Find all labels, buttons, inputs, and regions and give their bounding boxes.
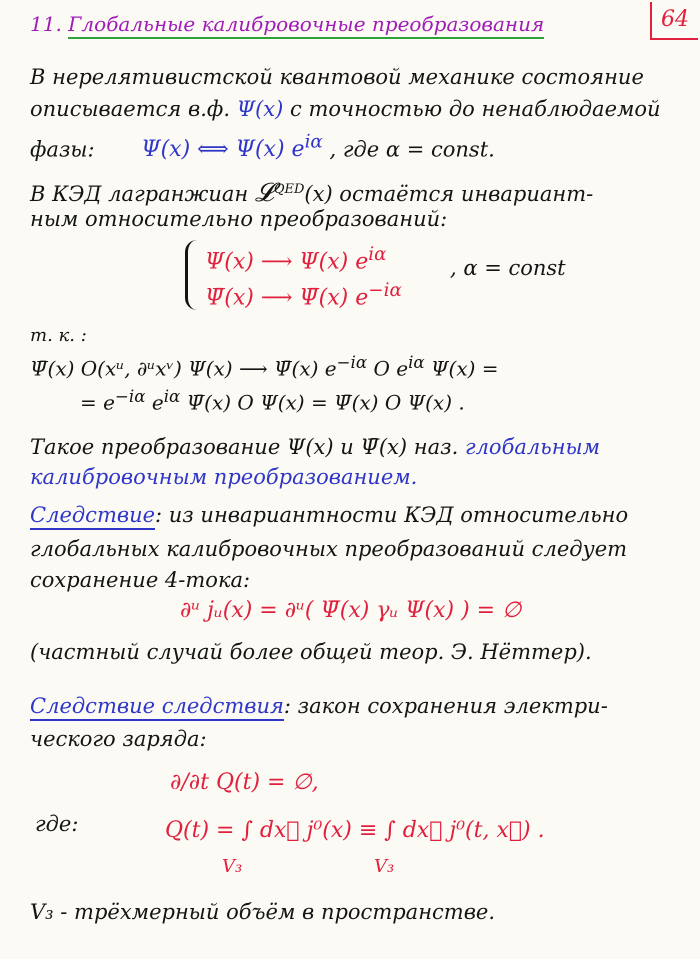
consequence-line-1 — [30, 503, 628, 527]
equation-text: = e — [80, 390, 115, 415]
intro-text: , где α = const. — [329, 137, 495, 162]
equation-sup: −iα — [114, 387, 146, 406]
current-conservation-equation: ∂ᵘ jᵤ(x) = ∂ᵘ( Ψ̄(x) γᵤ Ψ(x) ) = ∅ — [180, 598, 522, 623]
equation-sup: iα — [304, 132, 323, 153]
intro-line-1: В нерелятивистской квантовой механике состояние — [30, 65, 644, 89]
qed-line-2: ным относительно преобразований: — [30, 207, 448, 231]
equation-text: Ψ(x) ⟺ Ψ(x) e — [141, 137, 305, 163]
equation-sup: iα — [368, 244, 387, 265]
page-number: 64 — [650, 2, 698, 40]
intro-line-3 — [30, 132, 495, 162]
system-brace — [185, 240, 202, 310]
consequence-text: : из инвариантности КЭД относительно — [155, 503, 629, 527]
equation-text: Ψ̄(x) O(xᵘ, ∂ᵘxᵛ) Ψ(x) ⟶ Ψ̄(x) e — [30, 356, 337, 381]
transform-psi — [205, 244, 387, 274]
proof-line-1 — [30, 353, 499, 381]
equation-sup: iα — [163, 387, 181, 406]
proof-line-2 — [80, 387, 465, 415]
noether-note: (частный случай более общей теор. Э. Нёттер). — [30, 640, 592, 664]
definition-term: глобальным — [464, 435, 601, 459]
transform-psibar — [205, 280, 402, 310]
consequence2-text: : закон сохранения электри- — [283, 694, 608, 718]
equation-text: e — [151, 390, 164, 415]
phase-equivalence — [141, 132, 323, 163]
section-title — [30, 12, 544, 36]
definition-line-1 — [30, 435, 600, 459]
equation-text: Ψ(x) = — [431, 356, 499, 381]
equation-text: O e — [373, 356, 409, 381]
qed-line-1 — [30, 178, 593, 209]
qed-text: В КЭД лагранжиан — [30, 182, 249, 206]
consequence2-label: Следствие следствия — [30, 694, 284, 721]
consequence-label: Следствие — [30, 503, 155, 530]
equation-sup: −iα — [336, 353, 368, 372]
intro-line-2 — [30, 97, 661, 121]
charge-definition-equation — [165, 818, 545, 843]
section-number: 11. — [30, 12, 62, 36]
volume-definition: V₃ - трёхмерный объём в пространстве. — [30, 900, 496, 924]
charge-conservation-equation: ∂/∂t Q(t) = ∅, — [170, 770, 319, 795]
const-condition: , α = const — [450, 256, 566, 280]
intro-text: описывается в.ф. — [30, 97, 230, 121]
section-title-text: Глобальные калибровочные преобразования — [68, 12, 544, 39]
consequence2-line-2: ческого заряда: — [30, 727, 207, 751]
equation-text: Ψ(x) ⟶ Ψ(x) e — [205, 249, 369, 275]
definition-line-2: калибровочным преобразованием. — [30, 465, 418, 489]
intro-text: фазы: — [30, 137, 95, 162]
lagrangian-symbol: 𝓛 — [254, 178, 274, 208]
integration-domain-1: V₃ — [222, 856, 243, 877]
lagrangian-sup: QED — [273, 182, 305, 197]
consequence2-line-1 — [30, 694, 608, 718]
equation-sup: −iα — [368, 280, 402, 301]
where-label: где: — [35, 812, 79, 836]
definition-text: Такое преобразование Ψ(x) и Ψ̄(x) наз. — [30, 435, 459, 459]
consequence-line-2: глобальных калибровочных преобразований следует — [30, 537, 628, 561]
equation-text: x⃗ j⁰(x) ≡ ∫ d — [274, 818, 417, 843]
intro-text: с точностью до ненаблюдаемой — [290, 97, 661, 121]
equation-text: x⃗ j⁰(t, x⃗) . — [416, 818, 545, 843]
equation-sup: iα — [408, 353, 425, 372]
psi-function: Ψ(x) — [236, 97, 284, 121]
qed-text: (x) остаётся инвариант- — [304, 182, 594, 206]
equation-text: Ψ̄(x) ⟶ Ψ̄(x) e — [205, 285, 369, 311]
equation-text: Ψ̄(x) O Ψ(x) = Ψ̄(x) O Ψ(x) . — [186, 390, 465, 415]
consequence-line-3: сохранение 4-тока: — [30, 568, 251, 592]
since-label: т. к. : — [30, 325, 87, 346]
equation-text: Q(t) = ∫ d — [165, 818, 275, 843]
integration-domain-2: V₃ — [374, 856, 395, 877]
